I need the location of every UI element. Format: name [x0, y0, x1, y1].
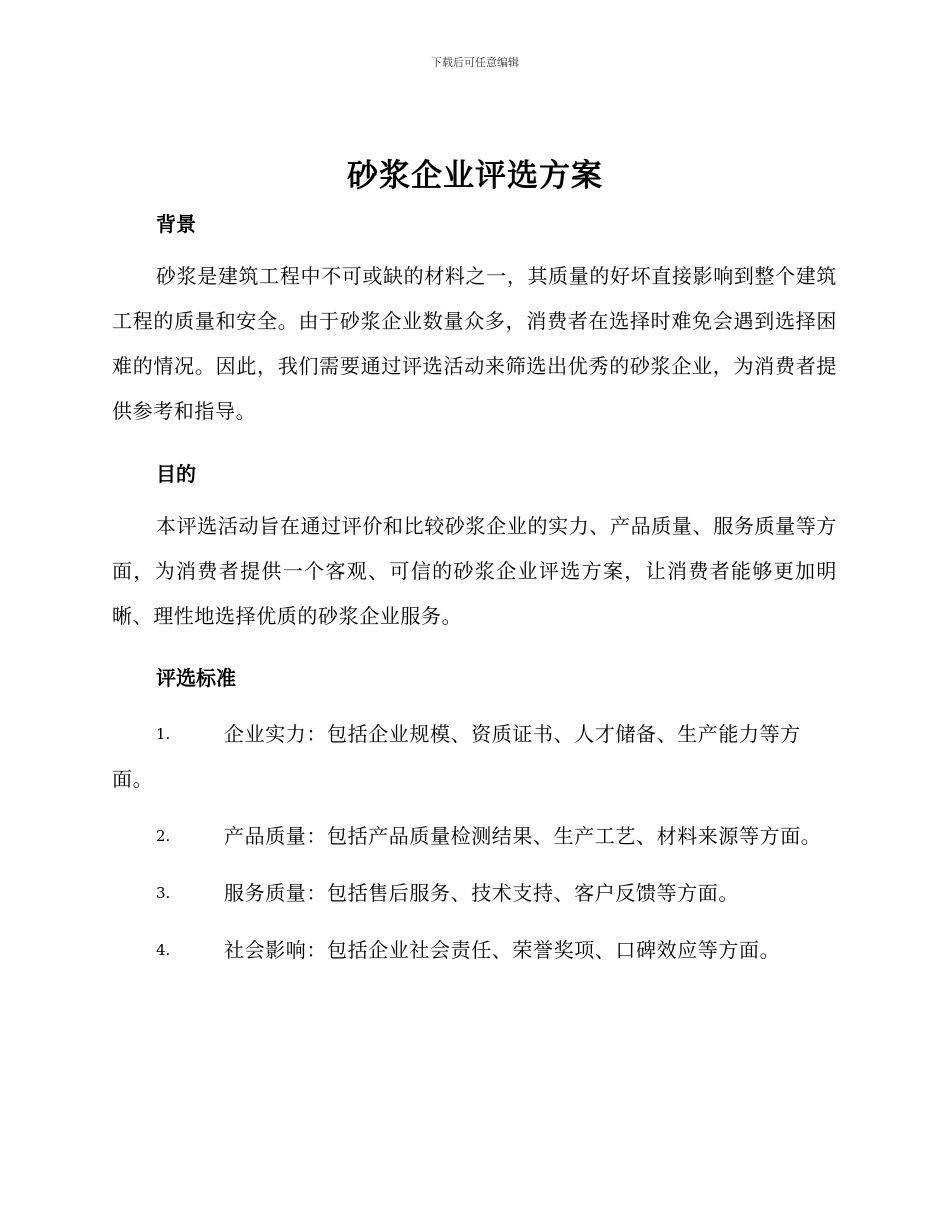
criteria-item-text: 企业实力：包括企业规模、资质证书、人才储备、生产能力等方面。 [112, 722, 801, 791]
header-note: 下载后可任意编辑 [431, 56, 519, 69]
criteria-item-number: 1. [156, 725, 171, 743]
criteria-item-number: 3. [156, 884, 171, 902]
section-heading-purpose: 目的 [156, 462, 196, 486]
criteria-item-text: 产品质量：包括产品质量检测结果、生产工艺、材料来源等方面。 [224, 824, 822, 848]
section-heading-background: 背景 [156, 212, 196, 236]
paragraph-background: 砂浆是建筑工程中不可或缺的材料之一，其质量的好坏直接影响到整个建筑工程的质量和安全。由于砂浆企业数量众多，消费者在选择时难免会遇到选择困难的情况。因此，我们需要通过评选活动来筛选出优秀的砂浆企业，为消费者提供参考和指导。 [112, 264, 837, 423]
section-heading-criteria: 评选标准 [156, 666, 236, 690]
document-title: 砂浆企业评选方案 [347, 158, 603, 194]
criteria-item [112, 871, 837, 916]
criteria-item-text: 服务质量：包括售后服务、技术支持、客户反馈等方面。 [224, 881, 739, 905]
criteria-list [112, 712, 837, 985]
criteria-item-number: 2. [156, 827, 171, 845]
criteria-item [112, 712, 837, 802]
paragraph-purpose: 本评选活动旨在通过评价和比较砂浆企业的实力、产品质量、服务质量等方面，为消费者提供一个客观、可信的砂浆企业评选方案，让消费者能够更加明晰、理性地选择优质的砂浆企业服务。 [112, 514, 837, 628]
criteria-item-number: 4. [156, 941, 171, 959]
criteria-item-text: 社会影响：包括企业社会责任、荣誉奖项、口碑效应等方面。 [224, 938, 781, 962]
criteria-item [112, 928, 837, 973]
criteria-item [112, 814, 837, 859]
